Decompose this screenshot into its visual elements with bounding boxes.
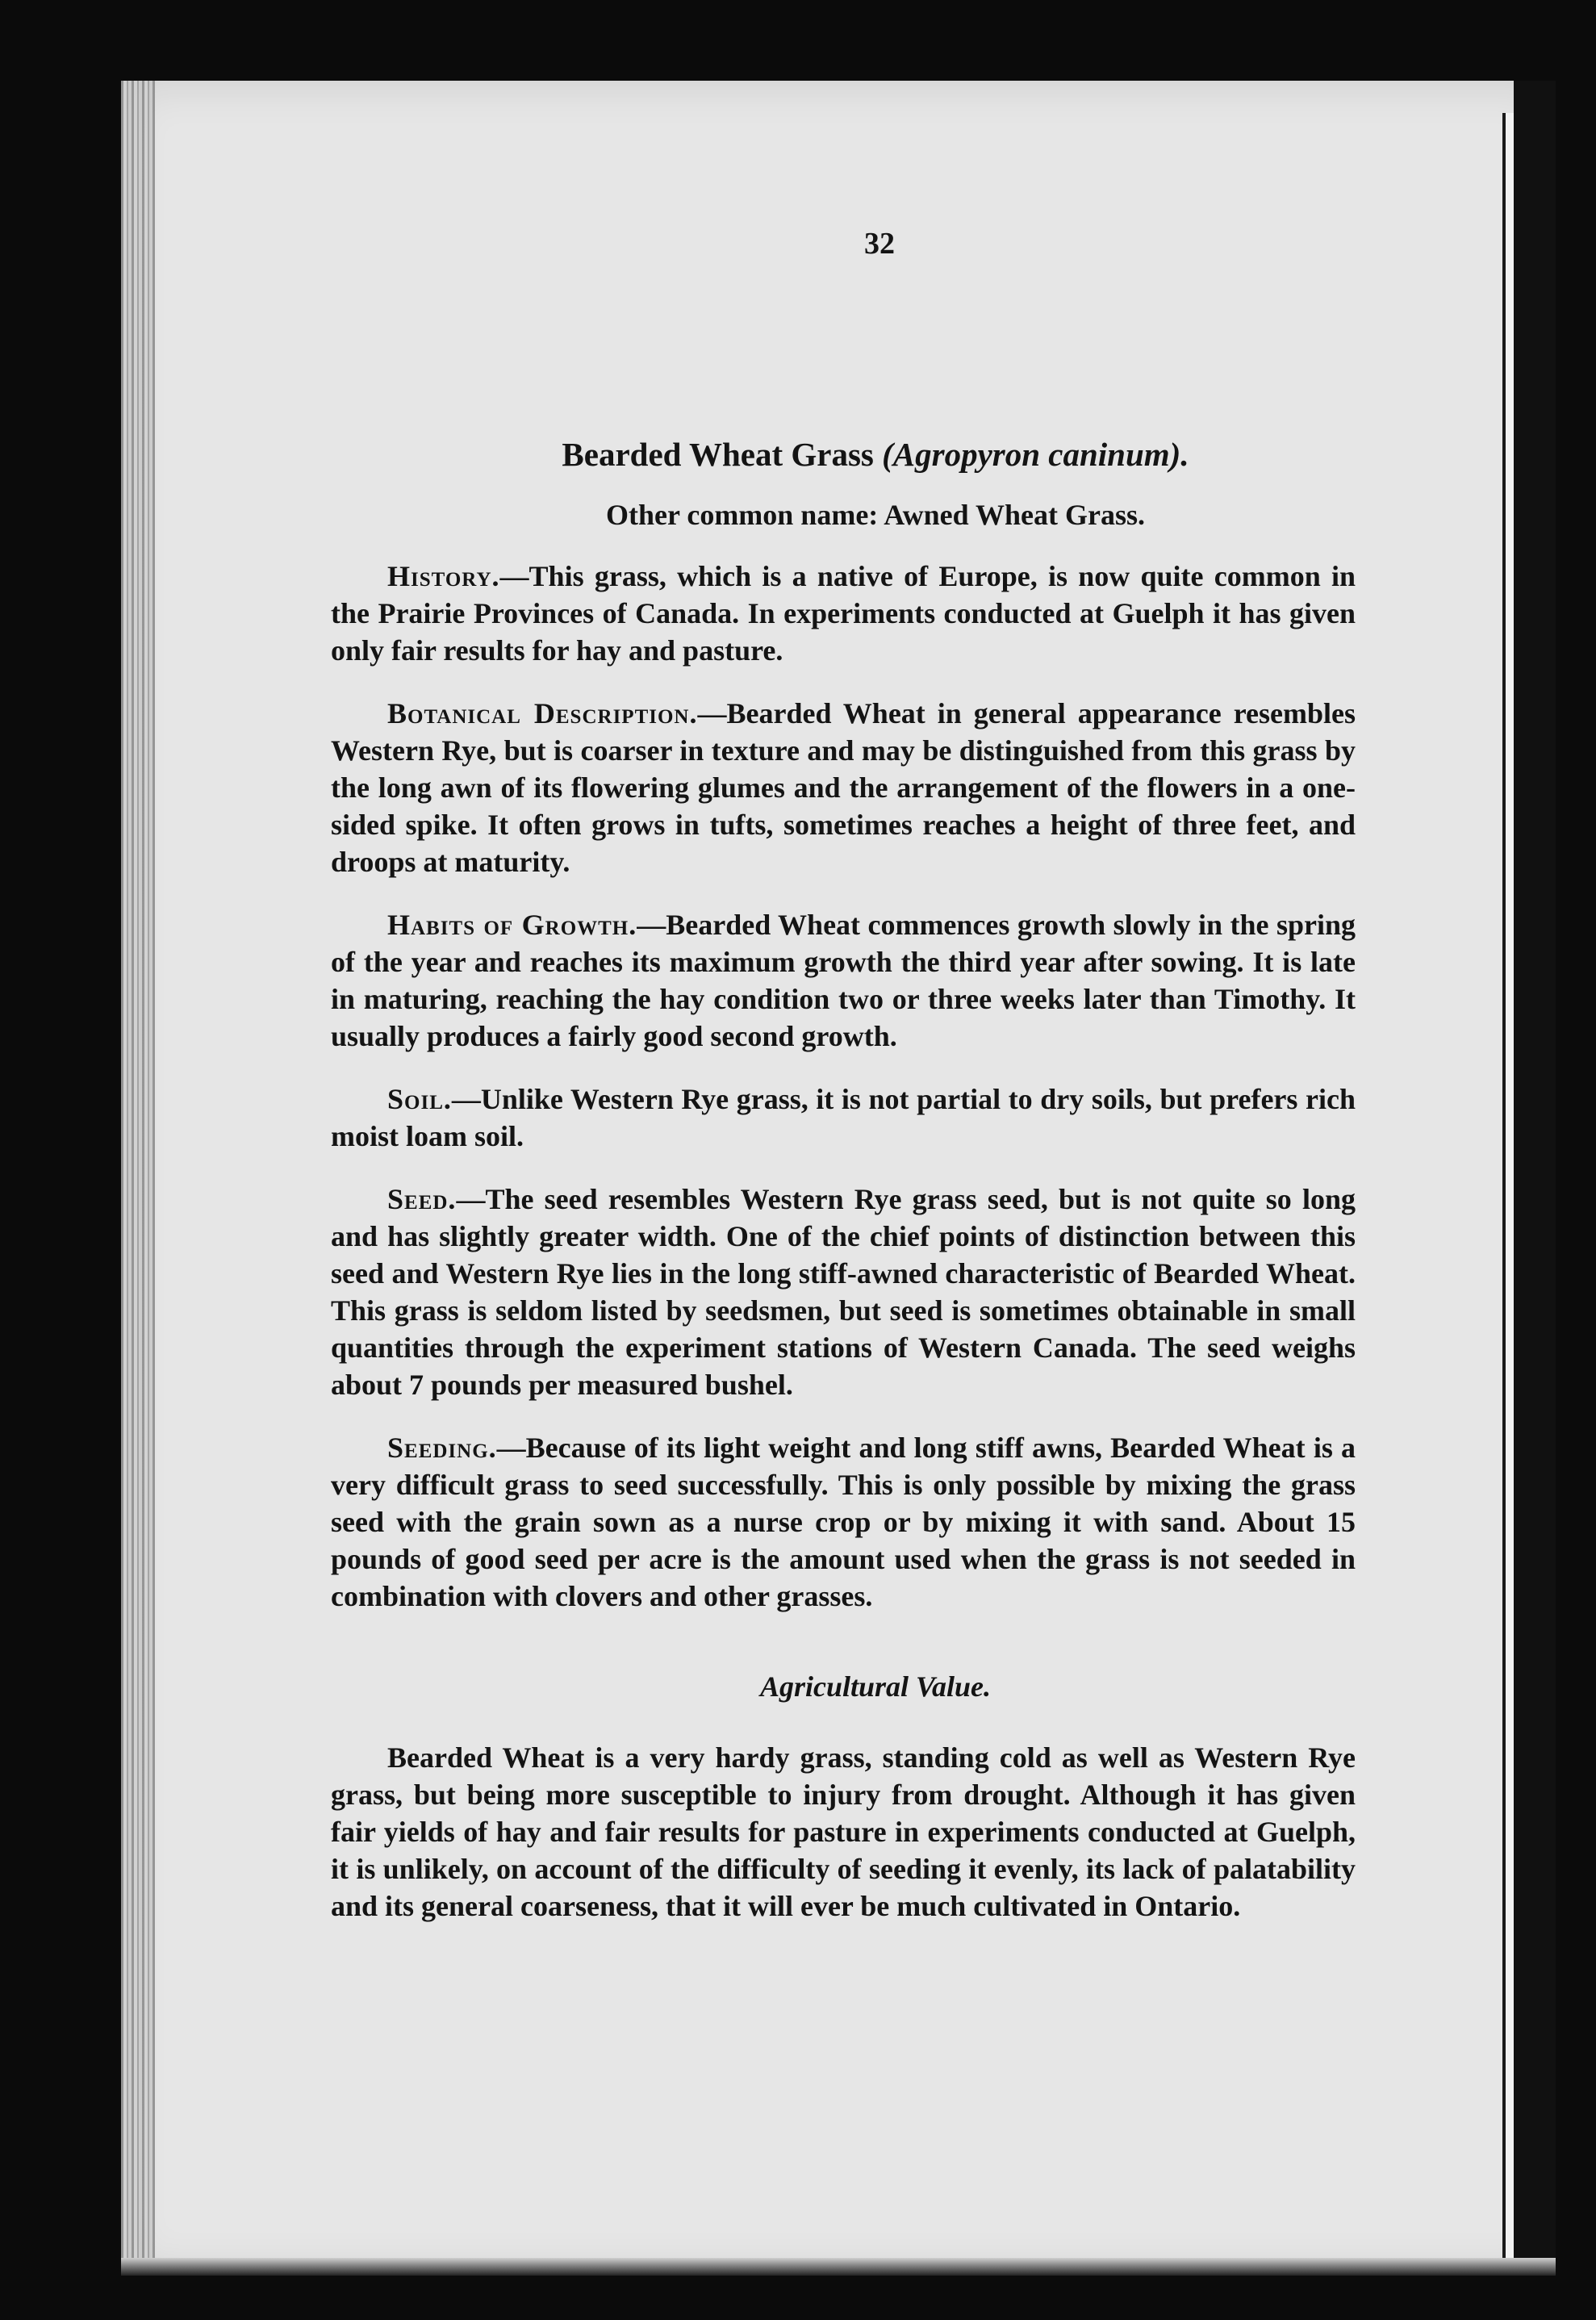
section-heading: History.: [387, 560, 500, 592]
section-heading: Habits of Growth.: [387, 909, 637, 941]
section-heading: Botanical Description.: [387, 697, 698, 729]
agricultural-value-text: Bearded Wheat is a very hardy grass, standing cold as well as Western Rye grass, but being more susceptible to injury from drought. Although it has given fair yields of hay and fair results for pasture in experiments conducted at Guelph, it is unlikely, on account of the difficulty of seeding it evenly, its lack of palatability and its general coarseness, that it will ever be much cultivated in Ontario.: [331, 1741, 1356, 1922]
section-soil: [331, 1081, 1356, 1155]
section-text: —The seed resembles Western Rye grass seed, but is not quite so long and has slightly greater width. One of the chief points of distinction between this seed and Western Rye lies in the long stiff-awned characteristic of Bearded Wheat. This grass is seldom listed by seedsmen, but seed is sometimes obtainable in small quantities through the experiment stations of Western Canada. The seed weighs about 7 pounds per measured bushel.: [331, 1183, 1356, 1401]
page-number: 32: [864, 227, 895, 261]
section-seeding: [331, 1429, 1356, 1615]
title-common-name: Bearded Wheat Grass: [562, 436, 874, 473]
section-text: —Bearded Wheat commences growth slowly in the spring of the year and reaches its maximum growth the third year after sowing. It is late in maturing, reaching the hay condition two or three weeks later than Timothy. It usually produces a fairly good second growth.: [331, 909, 1356, 1052]
section-heading: Soil.: [387, 1083, 452, 1115]
section-text: —This grass, which is a native of Europe, is now quite common in the Prairie Provinces of Canada. In experiments conducted at Guelph it has given only fair results for hay and pasture.: [331, 560, 1356, 667]
section-seed: [331, 1181, 1356, 1403]
page-right-edge: [1502, 113, 1514, 2259]
title-latin-name: (Agropyron caninum).: [882, 436, 1189, 473]
section-heading: Seeding.: [387, 1432, 497, 1464]
scanned-page: [121, 81, 1556, 2276]
other-common-name: Other common name: Awned Wheat Grass.: [606, 499, 1145, 531]
scan-background-right: [1514, 81, 1556, 2276]
section-botanical-description: [331, 695, 1356, 880]
section-heading: Seed.: [387, 1183, 457, 1215]
page-binding-edge: [121, 81, 155, 2276]
section-text: —Because of its light weight and long stiff awns, Bearded Wheat is a very difficult grass to seed successfully. This is only possible by mixing the grass seed with the grain sown as a nurse crop or by mixing it with sand. About 15 pounds of good seed per acre is the amount used when the grass is not seeded in combination with clovers and other grasses.: [331, 1432, 1356, 1612]
section-habits-of-growth: [331, 906, 1356, 1055]
agricultural-value-title: Agricultural Value.: [759, 1670, 992, 1703]
page-content: [331, 226, 1356, 1925]
section-text: —Unlike Western Rye grass, it is not partial to dry soils, but prefers rich moist loam soil.: [331, 1083, 1356, 1152]
section-history: [331, 558, 1356, 669]
page-title: [395, 435, 1356, 474]
section-text: —Bearded Wheat in general appearance resembles Western Rye, but is coarser in texture and may be distinguished from this grass by the long awn of its flowering glumes and the arrangement of the flowers in a one-sided spike. It often grows in tufts, sometimes reaches a height of three feet, and droops at maturity.: [331, 697, 1356, 878]
page-bottom-edge: [121, 2258, 1556, 2276]
